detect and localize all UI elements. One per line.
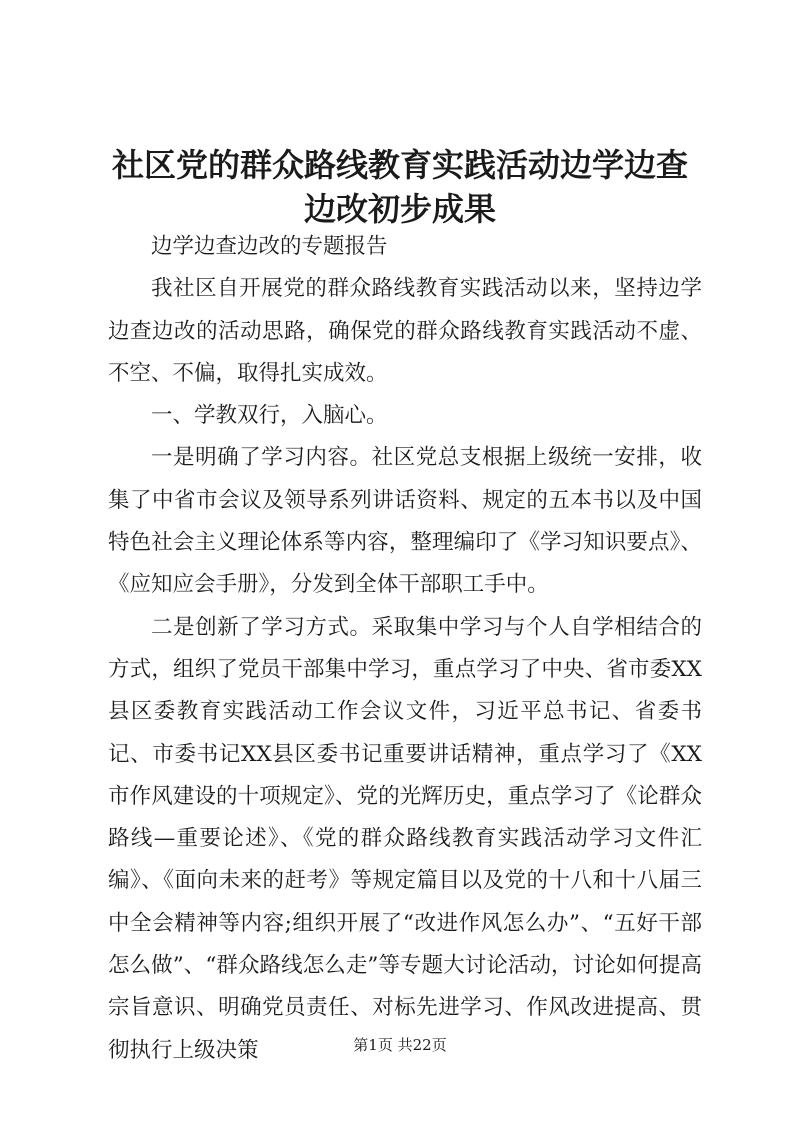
section-heading-1: 一、学教双行，入脑心。 [151,403,388,429]
paragraph-report-subtitle: 边学边查边改的专题报告 [151,234,388,259]
page-number-footer: 第1页 共22页 [353,1036,447,1054]
document-body [108,226,702,1072]
document-title: 社区党的群众路线教育实践活动边学边查边改初步成果 [111,146,688,228]
paragraph-study-method: 二是创新了学习方式。采取集中学习与个人自学相结合的方式，组织了党员干部集中学习，重点学习了中央、省市委XX县区委教育实践活动工作会议文件，习近平总书记、省委书记、市委书记XX县区委书记重要讲话精神，重点学习了《XX市作风建设的十项规定》、党的光辉历史，重点学习了《论群众路线—重要论述》、《党的群众路线教育实践活动学习文件汇编》、《面向未来的赶考》等规定篇目以及党的十八和十八届三中全会精神等内容;组织开展了“改进作风怎么办”、“五好干部怎么做”、“群众路线怎么走”等专题大讨论活动，讨论如何提高宗旨意识、明确党员责任、对标先进学习、作风改进提高、贯彻执行上级决策 [108,614,702,1063]
paragraph-study-content: 一是明确了学习内容。社区党总支根据上级统一安排，收集了中省市会议及领导系列讲话资料、规定的五本书以及中国特色社会主义理论体系等内容，整理编印了《学习知识要点》、《应知应会手册》，分发到全体干部职工手中。 [108,445,702,598]
paragraph-intro: 我社区自开展党的群众路线教育实践活动以来，坚持边学边查边改的活动思路，确保党的群众路线教育实践活动不虚、不空、不偏，取得扎实成效。 [108,276,702,386]
